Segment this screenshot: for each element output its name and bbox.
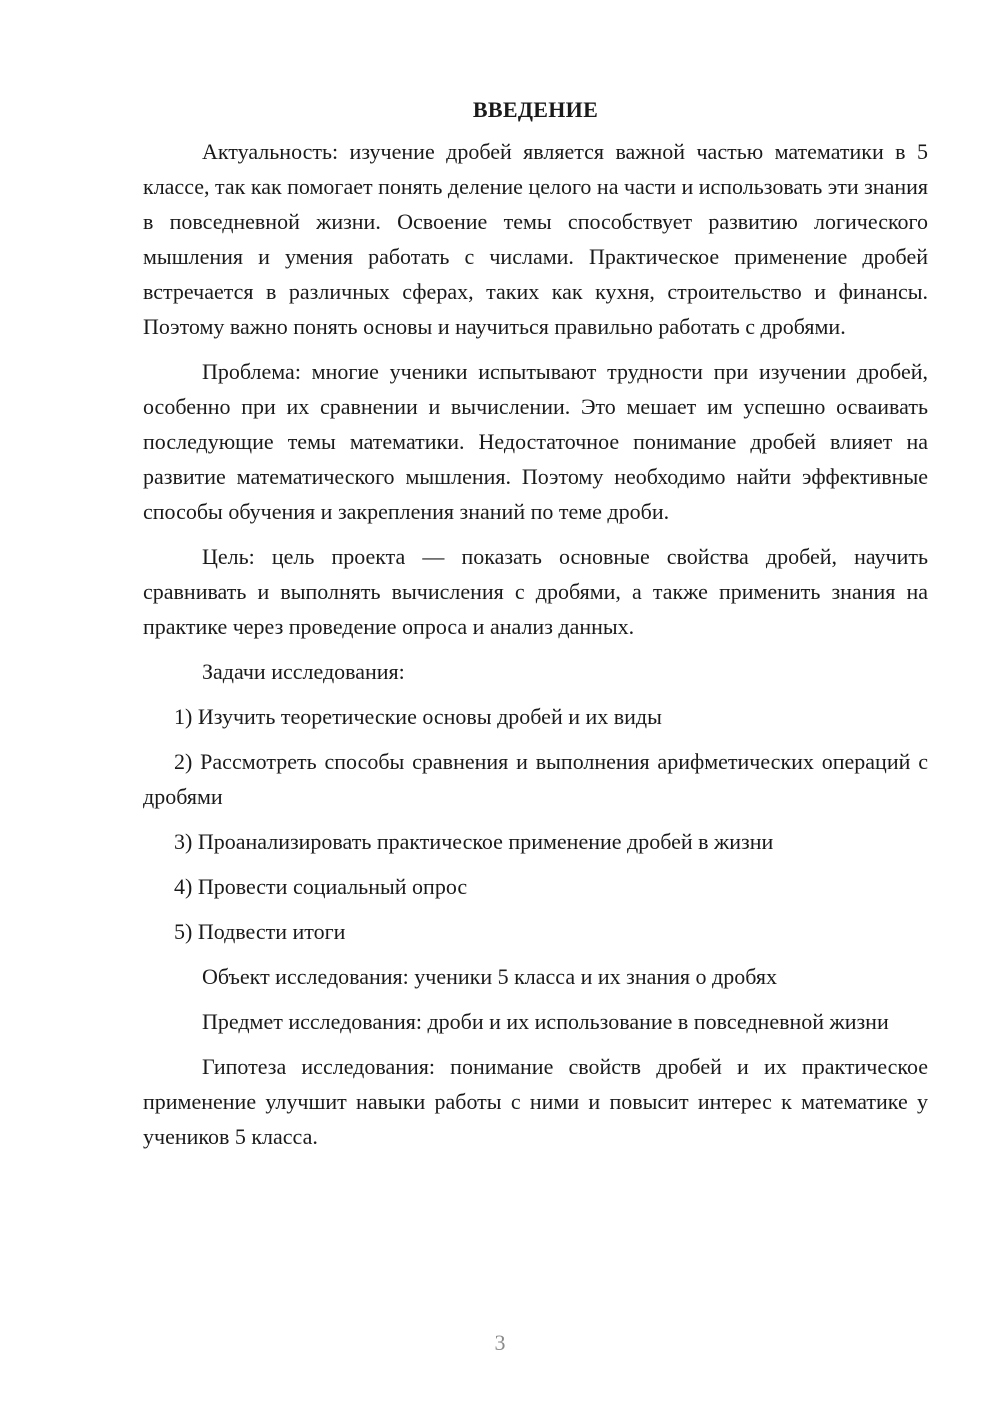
object-paragraph: Объект исследования: ученики 5 класса и их знания о дробях (202, 964, 778, 989)
task-item-1: 1) Изучить теоретические основы дробей и их виды (174, 704, 662, 729)
page-number: 3 (494, 1330, 506, 1355)
task-item-4: 4) Провести социальный опрос (174, 874, 468, 899)
task-item-5: 5) Подвести итоги (174, 919, 346, 944)
tasks-heading: Задачи исследования: (202, 659, 405, 684)
goal-paragraph: Цель: цель проекта — показать основные свойства дробей, научить сравнивать и выполнять вычисления с дробями, а также применить знания на практике через проведение опроса и анализ данных. (143, 544, 928, 639)
subject-paragraph: Предмет исследования: дроби и их использование в повседневной жизни (202, 1009, 889, 1034)
task-item-3: 3) Проанализировать практическое применение дробей в жизни (174, 829, 774, 854)
relevance-paragraph: Актуальность: изучение дробей является важной частью математики в 5 классе, так как помогает понять деление целого на части и использовать эти знания в повседневной жизни. Освоение темы способствует развитию логического мышления и умения работать с числами. Практическое применение дробей встречается в различных сферах, таких как кухня, строительство и финансы. Поэтому важно понять основы и научиться правильно работать с дробями. (143, 139, 928, 339)
task-item-2: 2) Рассмотреть способы сравнения и выполнения арифметических операций с дробями (143, 749, 928, 809)
section-heading: ВВЕДЕНИЕ (472, 97, 599, 122)
page-content (143, 92, 928, 1154)
hypothesis-paragraph: Гипотеза исследования: понимание свойств дробей и их практическое применение улучшит навыки работы с ними и повысит интерес к математике у учеников 5 класса. (143, 1054, 928, 1149)
problem-paragraph: Проблема: многие ученики испытывают трудности при изучении дробей, особенно при их сравнении и вычислении. Это мешает им успешно осваивать последующие темы математики. Недостаточное понимание дробей влияет на развитие математического мышления. Поэтому необходимо найти эффективные способы обучения и закрепления знаний по теме дроби. (143, 359, 928, 524)
